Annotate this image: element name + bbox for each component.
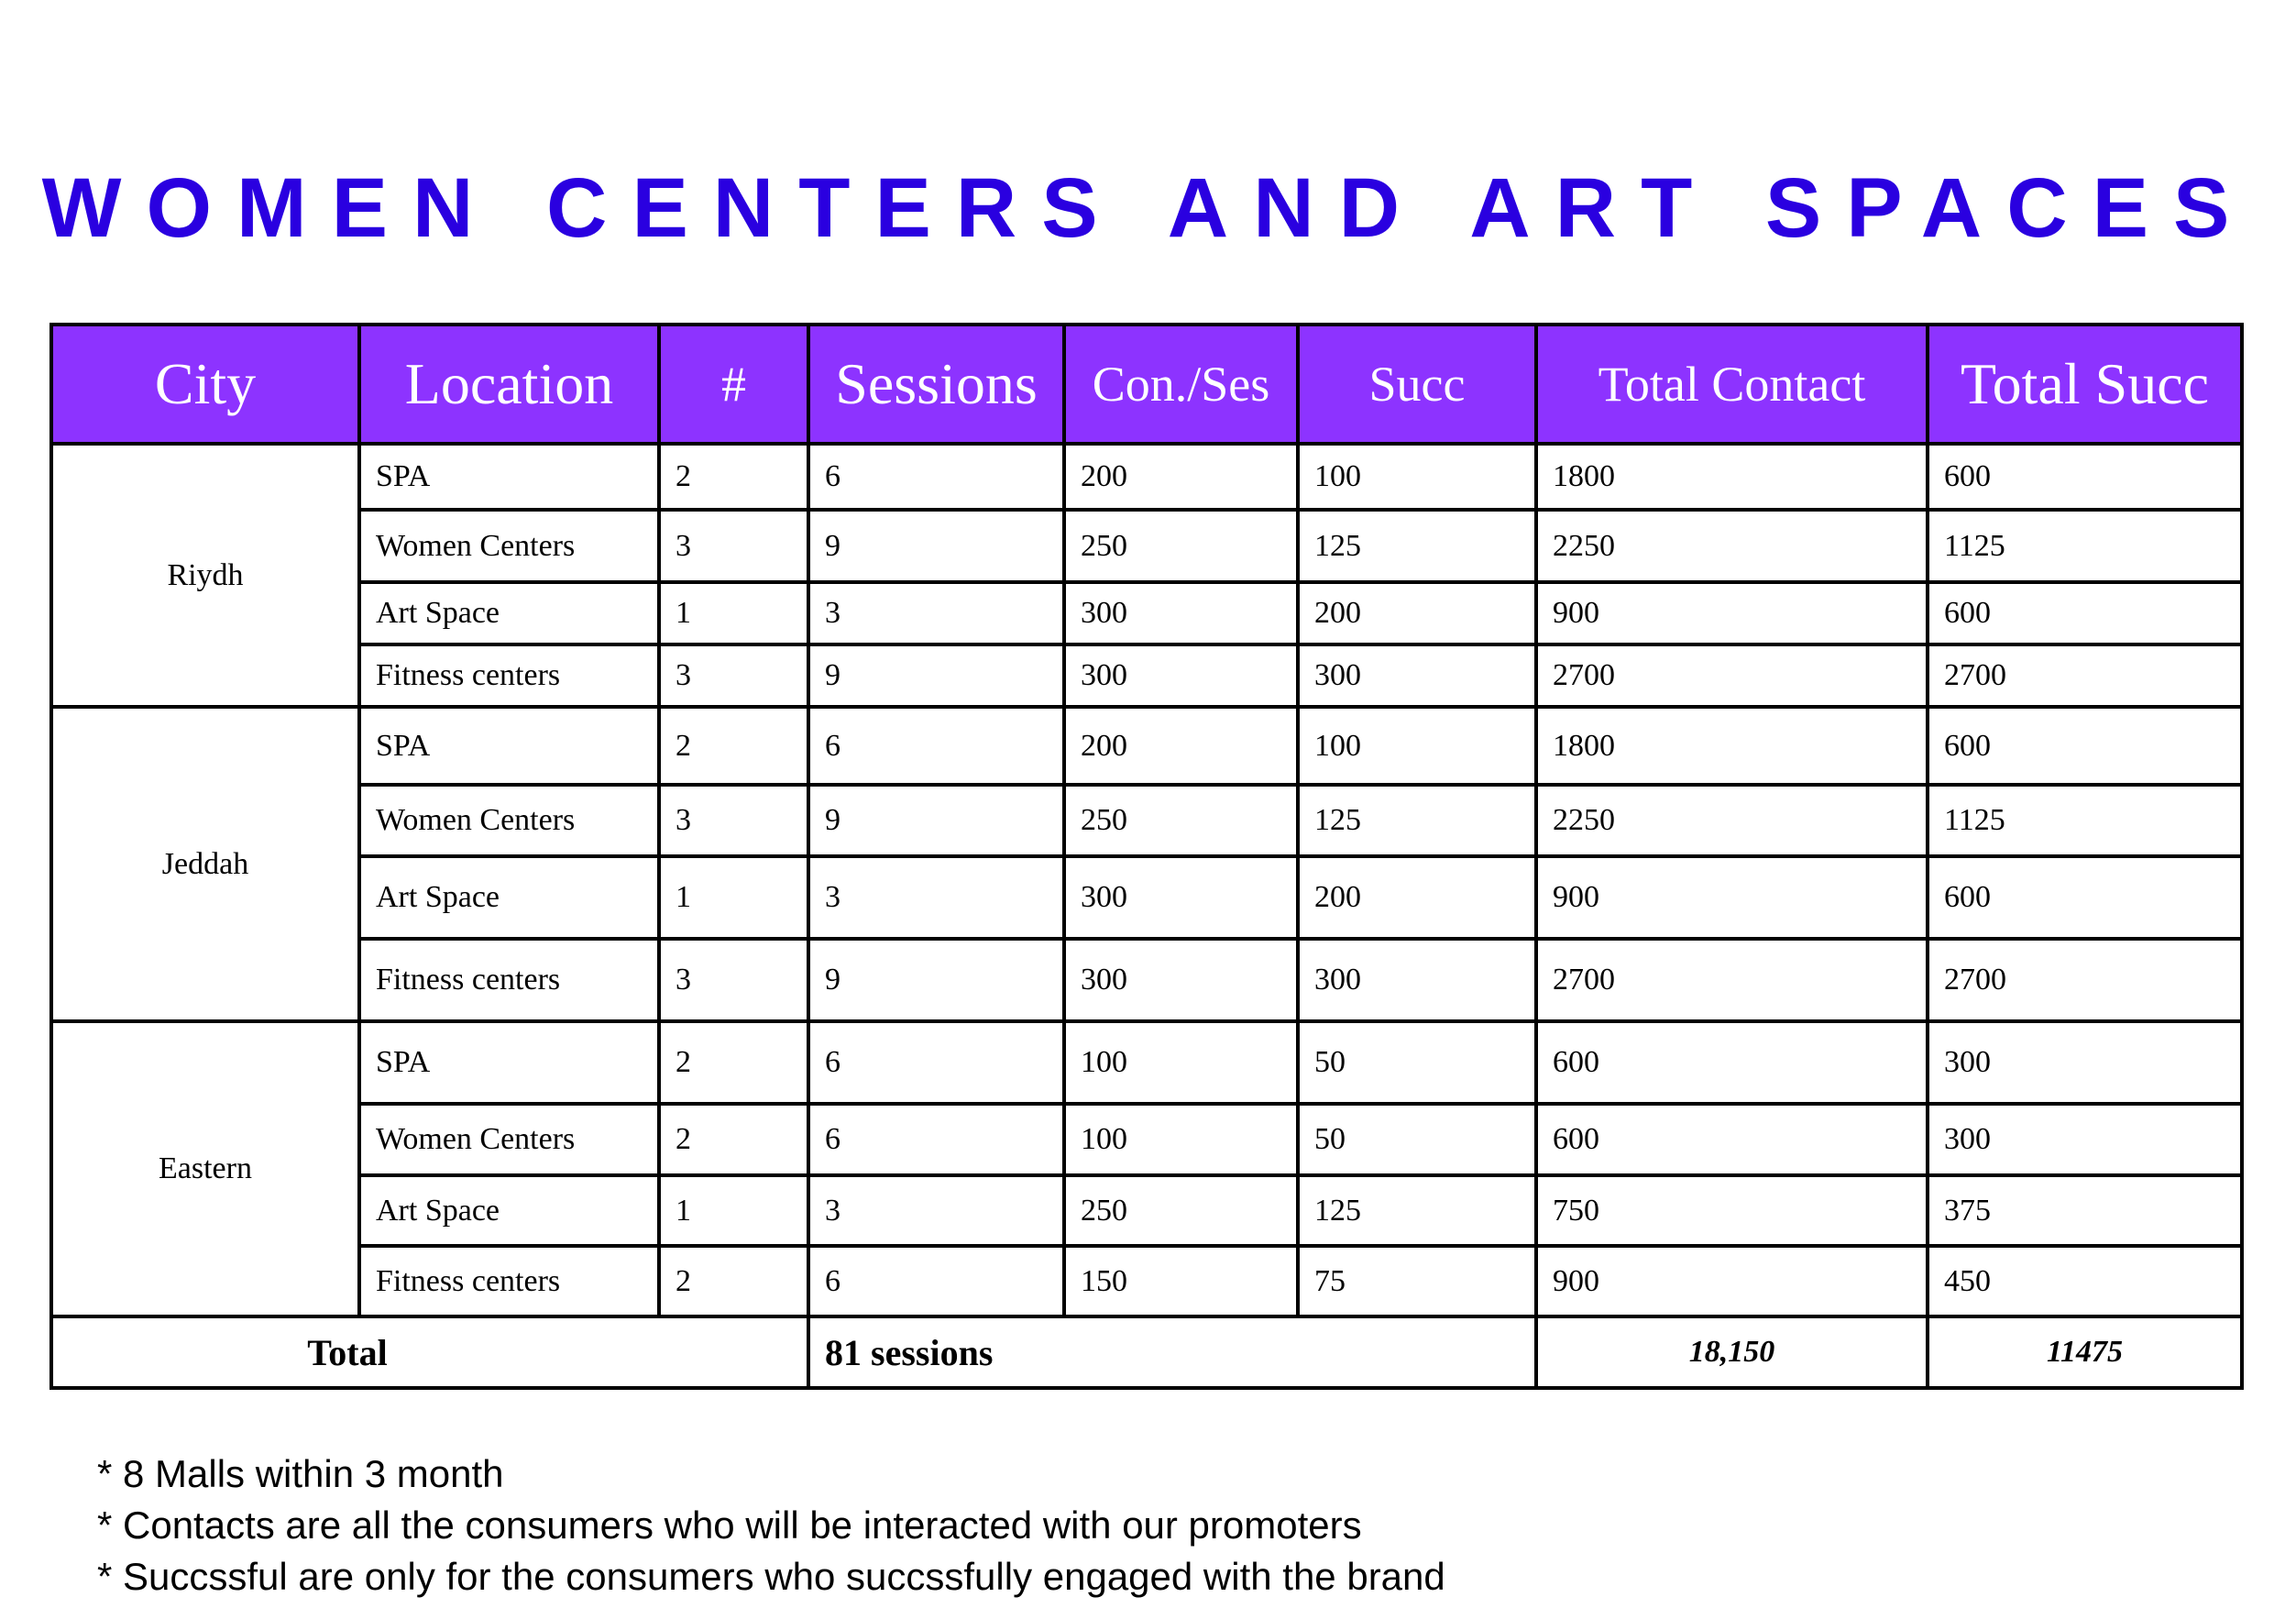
total-succ-cell: 300 bbox=[1928, 1021, 2242, 1104]
column-header-count: # bbox=[659, 325, 808, 444]
column-header-total-contact: Total Contact bbox=[1536, 325, 1928, 444]
total-succ-cell: 600 bbox=[1928, 856, 2242, 939]
con-ses-cell: 250 bbox=[1064, 785, 1298, 856]
column-header-city: City bbox=[51, 325, 359, 444]
table-row bbox=[51, 856, 2242, 939]
con-ses-cell: 250 bbox=[1064, 1175, 1298, 1246]
succ-cell: 300 bbox=[1298, 644, 1536, 707]
total-contact-cell: 600 bbox=[1536, 1104, 1928, 1175]
table-row bbox=[51, 707, 2242, 785]
city-cell: Jeddah bbox=[51, 707, 359, 1021]
location-cell: Women Centers bbox=[359, 510, 659, 582]
total-succ-cell: 1125 bbox=[1928, 510, 2242, 582]
column-header-total-succ: Total Succ bbox=[1928, 325, 2242, 444]
location-cell: SPA bbox=[359, 1021, 659, 1104]
total-succ-cell: 375 bbox=[1928, 1175, 2242, 1246]
total-succ-cell: 450 bbox=[1928, 1246, 2242, 1316]
con-ses-cell: 100 bbox=[1064, 1021, 1298, 1104]
total-sessions: 81 sessions bbox=[808, 1316, 1536, 1388]
count-cell: 2 bbox=[659, 1104, 808, 1175]
con-ses-cell: 300 bbox=[1064, 582, 1298, 644]
sessions-cell: 3 bbox=[808, 582, 1064, 644]
footnote: * Contacts are all the consumers who will be interacted with our promoters bbox=[97, 1503, 1362, 1547]
table-row bbox=[51, 1175, 2242, 1246]
total-succ-cell: 600 bbox=[1928, 582, 2242, 644]
total-contact-cell: 1800 bbox=[1536, 707, 1928, 785]
table-row bbox=[51, 1246, 2242, 1316]
footnotes bbox=[97, 1448, 1445, 1602]
count-cell: 3 bbox=[659, 644, 808, 707]
sessions-cell: 9 bbox=[808, 644, 1064, 707]
total-contact-cell: 900 bbox=[1536, 582, 1928, 644]
location-cell: Women Centers bbox=[359, 1104, 659, 1175]
count-cell: 1 bbox=[659, 1175, 808, 1246]
count-cell: 2 bbox=[659, 1246, 808, 1316]
con-ses-cell: 200 bbox=[1064, 444, 1298, 510]
total-succ-cell: 600 bbox=[1928, 707, 2242, 785]
count-cell: 1 bbox=[659, 856, 808, 939]
column-header-succ: Succ bbox=[1298, 325, 1536, 444]
con-ses-cell: 100 bbox=[1064, 1104, 1298, 1175]
footnote: * 8 Malls within 3 month bbox=[97, 1452, 504, 1495]
succ-cell: 200 bbox=[1298, 856, 1536, 939]
location-cell: Fitness centers bbox=[359, 1246, 659, 1316]
table-row bbox=[51, 510, 2242, 582]
header-row bbox=[51, 325, 2242, 444]
total-contact-cell: 600 bbox=[1536, 1021, 1928, 1104]
total-succ-cell: 2700 bbox=[1928, 644, 2242, 707]
sessions-cell: 6 bbox=[808, 1246, 1064, 1316]
sessions-cell: 9 bbox=[808, 510, 1064, 582]
con-ses-cell: 200 bbox=[1064, 707, 1298, 785]
succ-cell: 125 bbox=[1298, 1175, 1536, 1246]
total-contact-cell: 750 bbox=[1536, 1175, 1928, 1246]
count-cell: 2 bbox=[659, 444, 808, 510]
sessions-cell: 6 bbox=[808, 444, 1064, 510]
count-cell: 2 bbox=[659, 707, 808, 785]
con-ses-cell: 300 bbox=[1064, 644, 1298, 707]
column-header-con-ses: Con./Ses bbox=[1064, 325, 1298, 444]
total-succ-cell: 1125 bbox=[1928, 785, 2242, 856]
succ-cell: 100 bbox=[1298, 444, 1536, 510]
succ-cell: 125 bbox=[1298, 510, 1536, 582]
total-label: Total bbox=[51, 1316, 808, 1388]
succ-cell: 100 bbox=[1298, 707, 1536, 785]
table-row bbox=[51, 785, 2242, 856]
count-cell: 1 bbox=[659, 582, 808, 644]
table-row bbox=[51, 1021, 2242, 1104]
total-contact-cell: 2700 bbox=[1536, 644, 1928, 707]
location-cell: Women Centers bbox=[359, 785, 659, 856]
total-contact-cell: 2250 bbox=[1536, 510, 1928, 582]
succ-cell: 75 bbox=[1298, 1246, 1536, 1316]
total-row bbox=[51, 1316, 2242, 1388]
sessions-cell: 3 bbox=[808, 1175, 1064, 1246]
sessions-table bbox=[49, 323, 2244, 1390]
total-succ-cell: 600 bbox=[1928, 444, 2242, 510]
city-cell: Riydh bbox=[51, 444, 359, 707]
succ-cell: 300 bbox=[1298, 939, 1536, 1021]
footnote: * Succssful are only for the consumers who succssfully engaged with the brand bbox=[97, 1555, 1445, 1598]
location-cell: Art Space bbox=[359, 582, 659, 644]
total-contact-cell: 900 bbox=[1536, 856, 1928, 939]
sessions-cell: 6 bbox=[808, 1104, 1064, 1175]
page-title: WOMEN CENTERS AND ART SPACES bbox=[41, 161, 2255, 255]
location-cell: SPA bbox=[359, 707, 659, 785]
total-contact-cell: 1800 bbox=[1536, 444, 1928, 510]
location-cell: Fitness centers bbox=[359, 644, 659, 707]
sessions-cell: 9 bbox=[808, 939, 1064, 1021]
sessions-cell: 6 bbox=[808, 707, 1064, 785]
succ-cell: 50 bbox=[1298, 1021, 1536, 1104]
count-cell: 3 bbox=[659, 510, 808, 582]
column-header-location: Location bbox=[359, 325, 659, 444]
city-cell: Eastern bbox=[51, 1021, 359, 1316]
location-cell: Art Space bbox=[359, 1175, 659, 1246]
total-contact-sum: 18,150 bbox=[1536, 1316, 1928, 1388]
count-cell: 2 bbox=[659, 1021, 808, 1104]
succ-cell: 200 bbox=[1298, 582, 1536, 644]
sessions-cell: 3 bbox=[808, 856, 1064, 939]
sessions-cell: 6 bbox=[808, 1021, 1064, 1104]
total-contact-cell: 900 bbox=[1536, 1246, 1928, 1316]
location-cell: Art Space bbox=[359, 856, 659, 939]
location-cell: SPA bbox=[359, 444, 659, 510]
column-header-sessions: Sessions bbox=[808, 325, 1064, 444]
con-ses-cell: 300 bbox=[1064, 939, 1298, 1021]
count-cell: 3 bbox=[659, 939, 808, 1021]
total-contact-cell: 2700 bbox=[1536, 939, 1928, 1021]
location-cell: Fitness centers bbox=[359, 939, 659, 1021]
succ-cell: 125 bbox=[1298, 785, 1536, 856]
total-contact-cell: 2250 bbox=[1536, 785, 1928, 856]
con-ses-cell: 150 bbox=[1064, 1246, 1298, 1316]
count-cell: 3 bbox=[659, 785, 808, 856]
table-row bbox=[51, 939, 2242, 1021]
con-ses-cell: 300 bbox=[1064, 856, 1298, 939]
table-row bbox=[51, 444, 2242, 510]
con-ses-cell: 250 bbox=[1064, 510, 1298, 582]
succ-cell: 50 bbox=[1298, 1104, 1536, 1175]
total-succ-cell: 2700 bbox=[1928, 939, 2242, 1021]
sessions-cell: 9 bbox=[808, 785, 1064, 856]
total-succ-sum: 11475 bbox=[1928, 1316, 2242, 1388]
table-row bbox=[51, 644, 2242, 707]
total-succ-cell: 300 bbox=[1928, 1104, 2242, 1175]
table-row bbox=[51, 582, 2242, 644]
table-row bbox=[51, 1104, 2242, 1175]
